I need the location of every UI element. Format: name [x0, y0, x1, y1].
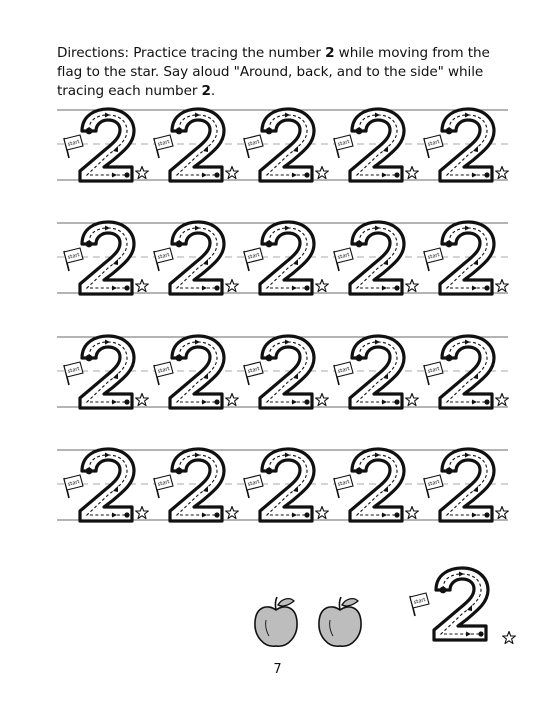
- start-flag-icon: [424, 248, 443, 271]
- bottom-decoration: [255, 568, 515, 646]
- traceable-two: [334, 449, 418, 521]
- star-icon: [496, 507, 509, 519]
- start-flag-icon: [64, 135, 83, 158]
- star-icon: [406, 507, 419, 519]
- start-flag-icon: [334, 475, 353, 498]
- digit-two-outline: [260, 222, 314, 294]
- directions-part: .: [210, 83, 216, 99]
- start-flag-icon: [424, 135, 443, 158]
- star-icon: [406, 394, 419, 406]
- apple-icon: [255, 597, 297, 646]
- traceable-two: [244, 336, 328, 408]
- digit-two-outline: [440, 336, 494, 408]
- digit-two-outline: [350, 222, 404, 294]
- start-flag-icon: [334, 362, 353, 385]
- start-flag-icon: [424, 362, 443, 385]
- traceable-two: [424, 109, 508, 181]
- digit-two-outline: [80, 109, 134, 181]
- star-icon: [316, 394, 329, 406]
- digit-two-outline: [260, 109, 314, 181]
- star-icon: [406, 280, 419, 292]
- star-icon: [503, 632, 516, 644]
- star-icon: [496, 394, 509, 406]
- tracing-row: [57, 449, 508, 521]
- digit-two-outline: [440, 109, 494, 181]
- star-icon: [136, 167, 149, 179]
- traceable-two: [334, 222, 418, 294]
- digit-two-outline: [170, 449, 224, 521]
- digit-two-outline: [260, 336, 314, 408]
- directions-part: while moving from the flag to the star. Say aloud "Around, back, and to the side" while tracing each number: [57, 45, 490, 99]
- tracing-rows: [57, 109, 508, 521]
- start-flag-icon: [64, 362, 83, 385]
- star-icon: [316, 167, 329, 179]
- digit-two-outline: [260, 449, 314, 521]
- traceable-two: [64, 109, 148, 181]
- traceable-two: [424, 449, 508, 521]
- start-flag-icon: [64, 248, 83, 271]
- page-number: 7: [273, 662, 282, 677]
- star-icon: [226, 280, 239, 292]
- star-icon: [406, 167, 419, 179]
- star-icon: [496, 280, 509, 292]
- digit-two-outline: [80, 222, 134, 294]
- apple-icon: [319, 597, 361, 646]
- start-flag-icon: [244, 475, 263, 498]
- digit-two-outline: [80, 336, 134, 408]
- digit-two-outline: [170, 109, 224, 181]
- tracing-row: [57, 336, 508, 408]
- digit-two-outline: [350, 109, 404, 181]
- directions-number-end: 2: [201, 83, 211, 99]
- start-flag-icon: [334, 135, 353, 158]
- star-icon: [316, 507, 329, 519]
- digit-two-outline: [80, 449, 134, 521]
- star-icon: [136, 280, 149, 292]
- star-icon: [496, 167, 509, 179]
- start-flag-icon: [334, 248, 353, 271]
- tracing-row: [57, 109, 508, 181]
- directions-number: 2: [325, 45, 335, 61]
- star-icon: [316, 280, 329, 292]
- example-digit-two: [434, 568, 488, 640]
- start-flag-icon: [424, 475, 443, 498]
- star-icon: [226, 394, 239, 406]
- start-flag-icon: [410, 593, 429, 616]
- traceable-two: [244, 449, 328, 521]
- digit-two-outline: [350, 336, 404, 408]
- traceable-two: [64, 222, 148, 294]
- traceable-two: [64, 336, 148, 408]
- start-flag-icon: [244, 248, 263, 271]
- star-icon: [136, 394, 149, 406]
- start-flag-icon: [64, 475, 83, 498]
- traceable-two: [244, 222, 328, 294]
- start-flag-icon: [244, 362, 263, 385]
- start-flag-icon: [154, 475, 173, 498]
- start-flag-icon: [154, 248, 173, 271]
- start-flag-icon: [154, 135, 173, 158]
- star-icon: [226, 507, 239, 519]
- traceable-two: [424, 222, 508, 294]
- traceable-two: [64, 449, 148, 521]
- digit-two-outline: [170, 222, 224, 294]
- digit-two-outline: [440, 449, 494, 521]
- traceable-two: [244, 109, 328, 181]
- traceable-two: [334, 336, 418, 408]
- star-icon: [226, 167, 239, 179]
- digit-two-outline: [350, 449, 404, 521]
- traceable-two: [154, 109, 238, 181]
- traceable-two: [424, 336, 508, 408]
- traceable-two: [334, 109, 418, 181]
- star-icon: [136, 507, 149, 519]
- start-flag-icon: [244, 135, 263, 158]
- directions-part: Directions: Practice tracing the number: [57, 45, 326, 61]
- digit-two-outline: [440, 222, 494, 294]
- digit-two-outline: [170, 336, 224, 408]
- tracing-row: [57, 222, 508, 294]
- start-flag-icon: [154, 362, 173, 385]
- tracing-worksheet: start: [0, 0, 555, 707]
- traceable-two: [154, 336, 238, 408]
- traceable-two: [154, 222, 238, 294]
- traceable-two: [154, 449, 238, 521]
